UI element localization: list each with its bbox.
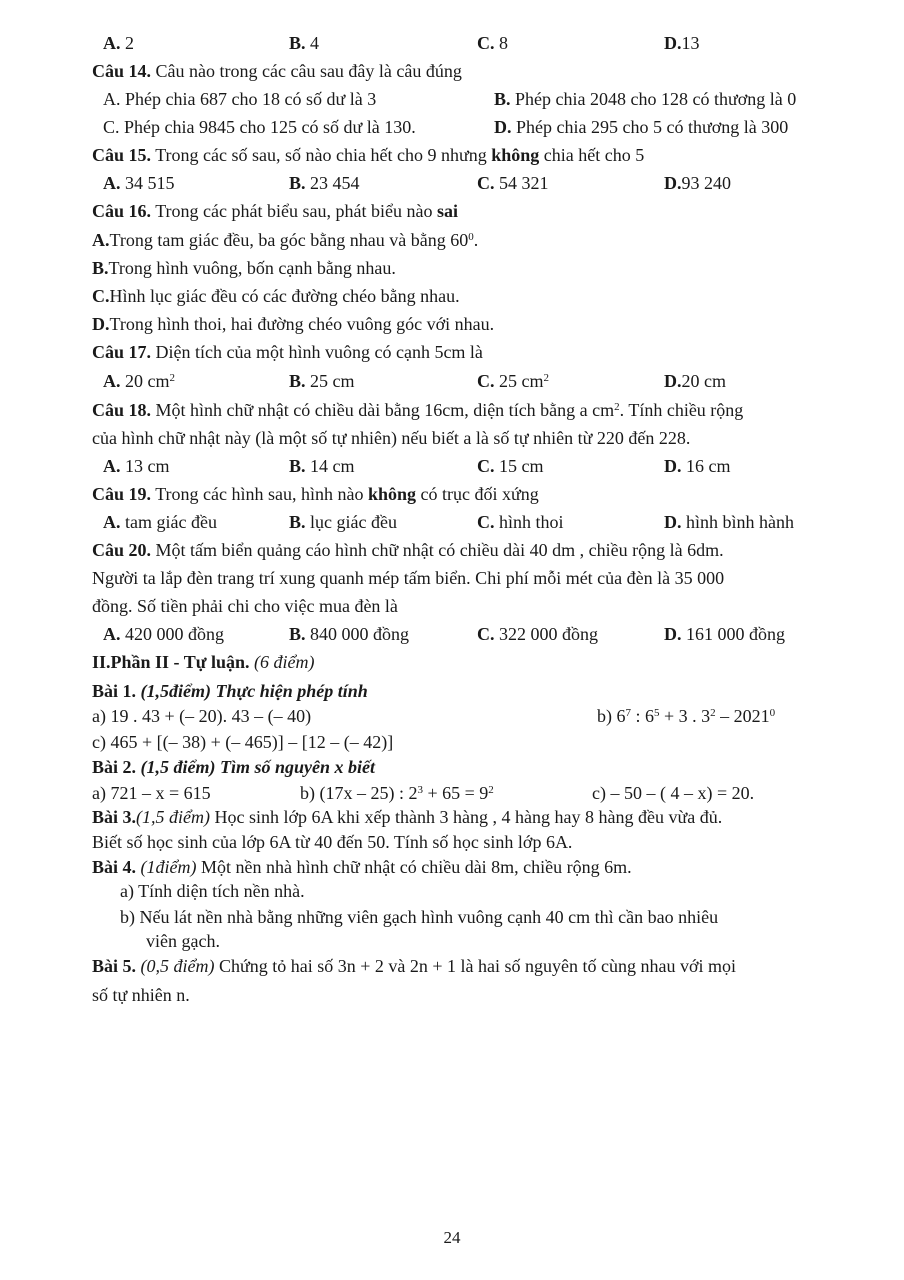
exercise-points: (1,5 điểm)	[136, 807, 210, 827]
question-text: Trong các hình sau, hình nào	[151, 484, 368, 504]
superscript: 2	[710, 707, 716, 719]
exercise-1-c: c) 465 + [(– 38) + (– 465)] – [12 – (– 42)]	[92, 732, 394, 752]
option-text: 34 515	[120, 173, 175, 193]
emphasis: không	[491, 145, 540, 165]
question-number: Câu 16.	[92, 201, 152, 221]
option-text: 25 cm	[305, 371, 355, 391]
q17-option-b	[289, 370, 355, 392]
exercise-1-a: a) 19 . 43 + (– 20). 43 – (– 40)	[92, 706, 312, 726]
option-key: B.	[289, 512, 306, 532]
q15-option-a	[103, 172, 175, 194]
exercise-points: (0,5 điểm)	[136, 956, 215, 976]
superscript: 2	[169, 372, 175, 384]
option-text: .	[473, 230, 479, 250]
question-number: Câu 14.	[92, 61, 152, 81]
question-19	[92, 483, 539, 505]
section-title: II.Phần II - Tự luận.	[92, 652, 250, 672]
option-key: B.	[289, 624, 306, 644]
q15-option-c	[477, 172, 549, 194]
prev-answer-c	[477, 32, 508, 54]
option-text: 25 cm	[494, 371, 544, 391]
exercise-2-c: c) – 50 – ( 4 – x) = 20.	[592, 783, 755, 803]
option-key: D.	[664, 456, 682, 476]
question-number: Câu 15.	[92, 145, 152, 165]
option-text: 13	[681, 33, 700, 53]
option-key: A.	[103, 512, 121, 532]
exercise-4-a: a) Tính diện tích nền nhà.	[120, 881, 305, 901]
exercise-4-b: b) Nếu lát nền nhà bằng những viên gạch hình vuông cạnh 40 cm thì cần bao nhiêu	[120, 907, 719, 927]
q15-option-d	[664, 172, 731, 194]
superscript: 3	[417, 784, 423, 796]
option-key: D.	[664, 512, 682, 532]
question-18	[92, 399, 743, 421]
option-text: 2	[120, 33, 134, 53]
question-text: Câu nào trong các câu sau đây là câu đúng	[151, 61, 462, 81]
exercise-4	[92, 856, 632, 878]
option-key: A.	[103, 371, 121, 391]
q20-option-d	[664, 623, 785, 645]
option-text: 322 000 đồng	[494, 624, 598, 644]
option-key: D.	[664, 624, 682, 644]
superscript: 5	[654, 707, 660, 719]
option-text: lục giác đều	[305, 512, 397, 532]
exercise-3-cont: Biết số học sinh của lớp 6A từ 40 đến 50. Tính số học sinh lớp 6A.	[92, 832, 573, 852]
question-20-cont-1: Người ta lắp đèn trang trí xung quanh mép tấm biển. Chi phí mỗi mét của đèn là 35 000	[92, 568, 725, 588]
question-20-cont-2: đồng. Số tiền phải chi cho việc mua đèn là	[92, 596, 398, 616]
option-text: 840 000 đồng	[305, 624, 410, 644]
option-text: Trong tam giác đều, ba góc bằng nhau và bằng 60	[109, 230, 469, 250]
option-key: D.	[664, 33, 682, 53]
question-text: chia hết cho 5	[539, 145, 645, 165]
question-16	[92, 200, 458, 222]
exercise-2-b	[300, 782, 494, 804]
superscript: 2	[488, 784, 494, 796]
option-key: C.	[477, 512, 495, 532]
math-text: + 3 . 3	[659, 706, 711, 726]
question-number: Câu 18.	[92, 400, 152, 420]
q19-option-b	[289, 511, 397, 533]
option-key: A.	[103, 624, 121, 644]
option-key: B.	[289, 33, 306, 53]
q19-option-c	[477, 511, 564, 533]
option-key: C.	[92, 286, 110, 306]
math-text: – 2021	[715, 706, 770, 726]
exercise-label: Bài 5.	[92, 956, 137, 976]
math-text: + 65 = 9	[422, 783, 489, 803]
q15-option-b	[289, 172, 360, 194]
option-text: hình bình hành	[681, 512, 794, 532]
option-key: A.	[103, 173, 121, 193]
option-key: B.	[289, 173, 306, 193]
option-key: D.	[494, 117, 512, 137]
q20-option-b	[289, 623, 409, 645]
exercise-title: (1,5điểm) Thực hiện phép tính	[136, 681, 368, 701]
superscript: 7	[625, 707, 631, 719]
prev-answer-a	[103, 32, 134, 54]
option-text: Trong hình thoi, hai đường chéo vuông góc với nhau.	[109, 314, 495, 334]
option-text: 4	[305, 33, 320, 53]
question-text: Trong các phát biểu sau, phát biểu nào	[151, 201, 437, 221]
exercise-text: Chứng tỏ hai số 3n + 2 và 2n + 1 là hai số nguyên tố cùng nhau với mọi	[214, 956, 737, 976]
option-key: C.	[477, 173, 495, 193]
exercise-3	[92, 806, 722, 828]
exercise-label: Bài 2.	[92, 757, 137, 777]
q18-option-c	[477, 455, 544, 477]
exercise-label: Bài 4.	[92, 857, 137, 877]
question-text: có trục đối xứng	[416, 484, 539, 504]
emphasis: không	[368, 484, 417, 504]
question-text: . Tính chiều rộng	[619, 400, 744, 420]
exercise-5-cont: số tự nhiên n.	[92, 985, 190, 1005]
emphasis: sai	[436, 201, 458, 221]
exercise-text: Một nền nhà hình chữ nhật có chiều dài 8m, chiều rộng 6m.	[196, 857, 632, 877]
q19-option-d	[664, 511, 794, 533]
option-text: 420 000 đồng	[120, 624, 224, 644]
q14-option-c: C. Phép chia 9845 cho 125 có số dư là 130.	[103, 117, 416, 137]
superscript: 2	[614, 401, 620, 413]
question-number: Câu 19.	[92, 484, 152, 504]
option-text: 54 321	[494, 173, 549, 193]
option-key: C.	[477, 33, 495, 53]
exercise-title: (1,5 điểm) Tìm số nguyên x biết	[136, 757, 375, 777]
question-17	[92, 341, 483, 363]
option-text: 15 cm	[494, 456, 544, 476]
q17-option-d	[664, 370, 726, 392]
option-key: C.	[477, 624, 495, 644]
question-14	[92, 60, 462, 82]
prev-answer-b	[289, 32, 319, 54]
question-number: Câu 20.	[92, 540, 152, 560]
q14-option-b	[494, 88, 796, 110]
option-key: D.	[664, 371, 682, 391]
exercise-1	[92, 680, 368, 702]
exercise-2	[92, 756, 375, 778]
q17-option-c	[477, 370, 549, 392]
q17-option-a	[103, 370, 175, 392]
option-text: Hình lục giác đều có các đường chéo bằng nhau.	[109, 286, 460, 306]
math-text: b) 6	[597, 706, 626, 726]
option-key: B.	[289, 456, 306, 476]
part-2-heading	[92, 651, 315, 673]
option-text: 13 cm	[120, 456, 170, 476]
page-number: 24	[443, 1228, 461, 1247]
q20-option-c	[477, 623, 598, 645]
q14-option-d	[494, 116, 788, 138]
option-text: 8	[494, 33, 508, 53]
superscript: 0	[769, 707, 776, 719]
option-text: 161 000 đồng	[681, 624, 785, 644]
option-key: D.	[92, 314, 110, 334]
exercise-2-a: a) 721 – x = 615	[92, 783, 211, 803]
q18-option-a	[103, 455, 170, 477]
option-key: A.	[92, 230, 110, 250]
q16-option-a	[92, 229, 478, 251]
exercise-text: Học sinh lớp 6A khi xếp thành 3 hàng , 4 hàng hay 8 hàng đều vừa đủ.	[210, 807, 723, 827]
exercise-points: (1điểm)	[136, 857, 197, 877]
question-15	[92, 144, 644, 166]
option-text: Phép chia 2048 cho 128 có thương là 0	[510, 89, 797, 109]
option-text: 14 cm	[305, 456, 355, 476]
q16-option-b	[92, 257, 396, 279]
option-text: 23 454	[305, 173, 360, 193]
math-text: : 6	[631, 706, 655, 726]
option-text: tam giác đều	[120, 512, 217, 532]
option-text: Trong hình vuông, bốn cạnh bằng nhau.	[108, 258, 396, 278]
option-text: 16 cm	[681, 456, 731, 476]
question-18-cont: của hình chữ nhật này (là một số tự nhiên) nếu biết a là số tự nhiên từ 220 đến 228.	[92, 428, 691, 448]
option-text: hình thoi	[494, 512, 564, 532]
option-key: C.	[477, 371, 495, 391]
exercise-4-b-cont: viên gạch.	[146, 931, 220, 951]
question-text: Một hình chữ nhật có chiều dài bằng 16cm, diện tích bằng a cm	[151, 400, 615, 420]
option-text: 93 240	[681, 173, 731, 193]
superscript: 2	[543, 372, 549, 384]
option-key: A.	[103, 33, 121, 53]
q20-option-a	[103, 623, 224, 645]
option-key: B.	[494, 89, 511, 109]
exercise-1-b	[597, 705, 775, 727]
q18-option-b	[289, 455, 355, 477]
option-key: D.	[664, 173, 682, 193]
option-text: 20 cm	[120, 371, 170, 391]
superscript: 0	[468, 231, 474, 243]
exercise-label: Bài 3.	[92, 807, 137, 827]
option-key: A.	[103, 456, 121, 476]
q16-option-d	[92, 313, 494, 335]
q16-option-c	[92, 285, 460, 307]
prev-answer-d	[664, 32, 700, 54]
option-text: Phép chia 295 cho 5 có thương là 300	[511, 117, 789, 137]
question-text: Diện tích của một hình vuông có cạnh 5cm là	[151, 342, 483, 362]
option-key: B.	[92, 258, 109, 278]
question-text: Một tấm biển quảng cáo hình chữ nhật có chiều dài 40 dm , chiều rộng là 6dm.	[151, 540, 724, 560]
question-text: Trong các số sau, số nào chia hết cho 9 nhưng	[151, 145, 492, 165]
q18-option-d	[664, 455, 731, 477]
question-20	[92, 539, 724, 561]
q19-option-a	[103, 511, 217, 533]
section-points: (6 điểm)	[249, 652, 315, 672]
math-text: b) (17x – 25) : 2	[300, 783, 418, 803]
exercise-label: Bài 1.	[92, 681, 137, 701]
option-key: B.	[289, 371, 306, 391]
question-number: Câu 17.	[92, 342, 152, 362]
option-text: 20 cm	[681, 371, 726, 391]
exercise-5	[92, 955, 736, 977]
option-key: C.	[477, 456, 495, 476]
q14-option-a: A. Phép chia 687 cho 18 có số dư là 3	[103, 89, 377, 109]
